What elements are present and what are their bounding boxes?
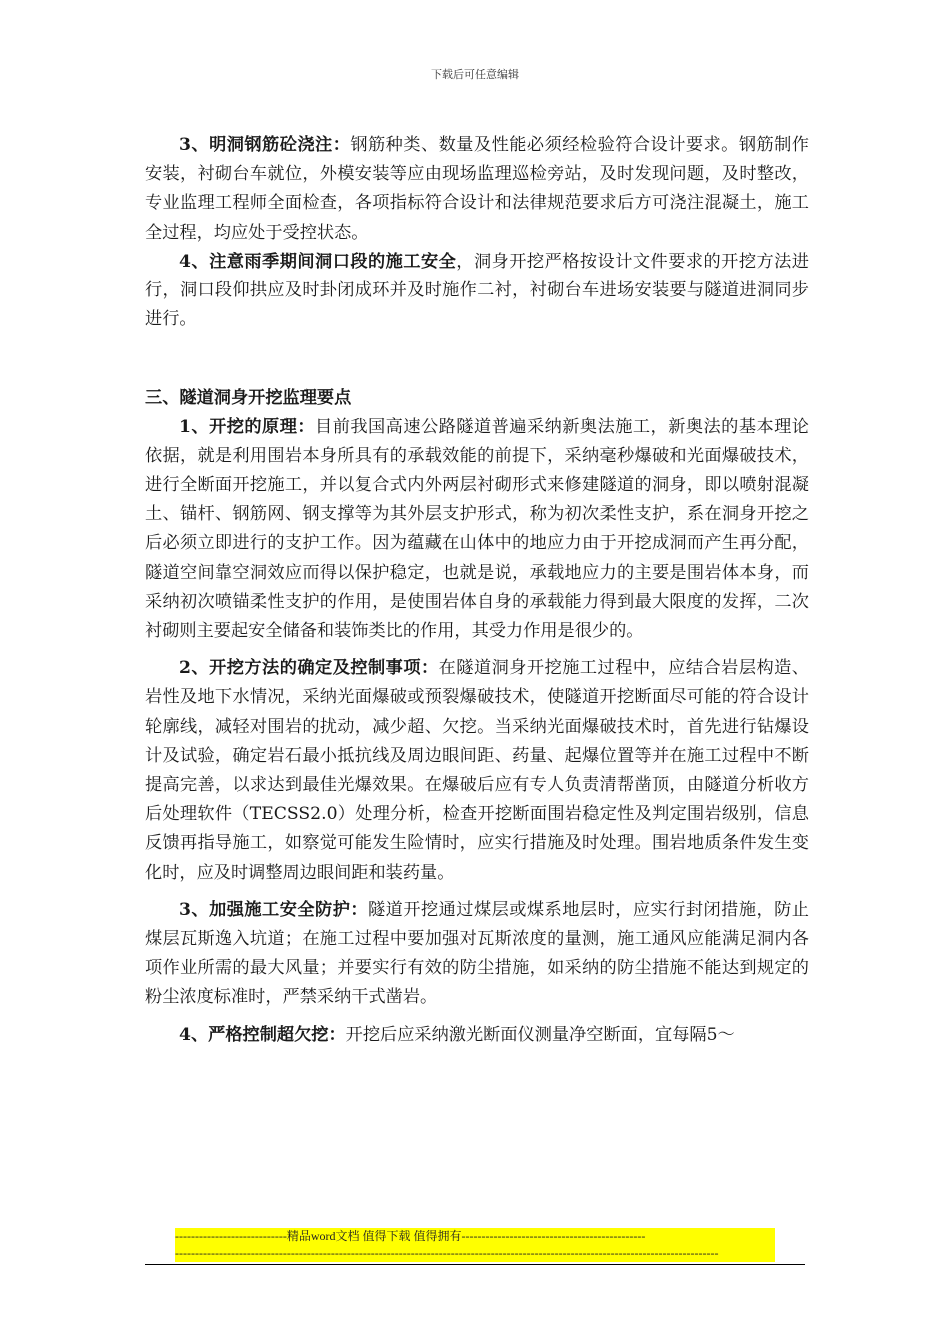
paragraph-4 — [145, 248, 809, 334]
item-4-lead: 4、严格控制超欠挖： — [179, 1024, 346, 1045]
paragraph-3 — [145, 131, 809, 248]
paragraph-3-body: 钢筋种类、数量及性能必须经检验符合设计要求。钢筋制作安装，衬砌台车就位，外模安装等应由现场监理巡检旁站，及时发现问题，及时整改，专业监理工程师全面检查，各项指标符合设计和法律规范要求后方可浇注混凝土，施工全过程，均应处于受控状态。 — [145, 135, 809, 243]
footer-banner-line-2: ---------------------------------------------------------------------------------------------------------------------------------------- — [175, 1245, 775, 1262]
item-1 — [145, 413, 809, 647]
footer-divider — [145, 1264, 805, 1265]
footer-banner-line-1: ----------------------------精品word文档 值得下载 值得拥有---------------------------------------------- — [175, 1228, 775, 1245]
section-title: 三、隧道洞身开挖监理要点 — [145, 387, 352, 408]
item-2-lead: 2、开挖方法的确定及控制事项： — [179, 658, 439, 679]
item-2-body: 在隧道洞身开挖施工过程中，应结合岩层构造、岩性及地下水情况，采纳光面爆破或预裂爆破技术，使隧道开挖断面尽可能的符合设计轮廓线，减轻对围岩的扰动，减少超、欠挖。当采纳光面爆破技术时，首先进行钻爆设计及试验，确定岩石最小抵抗线及周边眼间距、药量、起爆位置等并在施工过程中不断提高完善，以求达到最佳光爆效果。在爆破后应有专人负责清帮凿顶，由隧道分析收方后处理软件（TECSS2.0）处理分析，检查开挖断面围岩稳定性及判定围岩级别，信息反馈再指导施工，如察觉可能发生险情时，应实行措施及时处理。围岩地质条件发生变化时，应及时调整周边眼间距和装药量。 — [145, 658, 809, 883]
paragraph-4-body: ，洞身开挖严格按设计文件要求的开挖方法进行，洞口段仰拱应及时卦闭成环并及时施作二衬，衬砌台车进场安装要与隧道进洞同步进行。 — [145, 251, 809, 329]
item-3-lead: 3、加强施工安全防护： — [179, 899, 369, 920]
paragraph-4-lead: 4、注意雨季期间洞口段的施工安全 — [179, 251, 457, 272]
item-3 — [145, 896, 809, 1013]
item-2 — [145, 654, 809, 888]
item-4-body: 开挖后应采纳激光断面仪测量净空断面，宜每隔5～ — [345, 1024, 735, 1045]
item-1-lead: 1、开挖的原理： — [179, 416, 316, 437]
item-3-body: 隧道开挖通过煤层或煤系地层时，应实行封闭措施，防止煤层瓦斯逸入坑道；在施工过程中要加强对瓦斯浓度的量测，施工通风应能满足洞内各项作业所需的最大风量；并要实行有效的防尘措施，如采纳的防尘措施不能达到规定的粉尘浓度标准时，严禁采纳干式凿岩。 — [145, 899, 809, 1008]
item-1-body: 目前我国高速公路隧道普遍采纳新奥法施工，新奥法的基本理论依据，就是利用围岩本身所具有的承载效能的前提下，采纳毫秒爆破和光面爆破技术，进行全断面开挖施工，并以复合式内外两层衬砌形式来修建隧道的洞身，即以喷射混凝土、锚杆、钢筋网、钢支撑等为其外层支护形式，称为初次柔性支护，系在洞身开挖之后必须立即进行的支护工作。因为蕴藏在山体中的地应力由于开挖成洞而产生再分配，隧道空间靠空洞效应而得以保护稳定，也就是说，承载地应力的主要是围岩体本身，而采纳初次喷锚柔性支护的作用，是使围岩体自身的承载能力得到最大限度的发挥，二次衬砌则主要起安全储备和装饰类比的作用，其受力作用是很少的。 — [145, 416, 809, 642]
paragraph-3-lead: 3、明洞钢筋砼浇注： — [179, 135, 351, 155]
item-4 — [145, 1021, 809, 1050]
document-body — [145, 131, 809, 1050]
page-header: 下载后可任意编辑 — [431, 68, 519, 81]
